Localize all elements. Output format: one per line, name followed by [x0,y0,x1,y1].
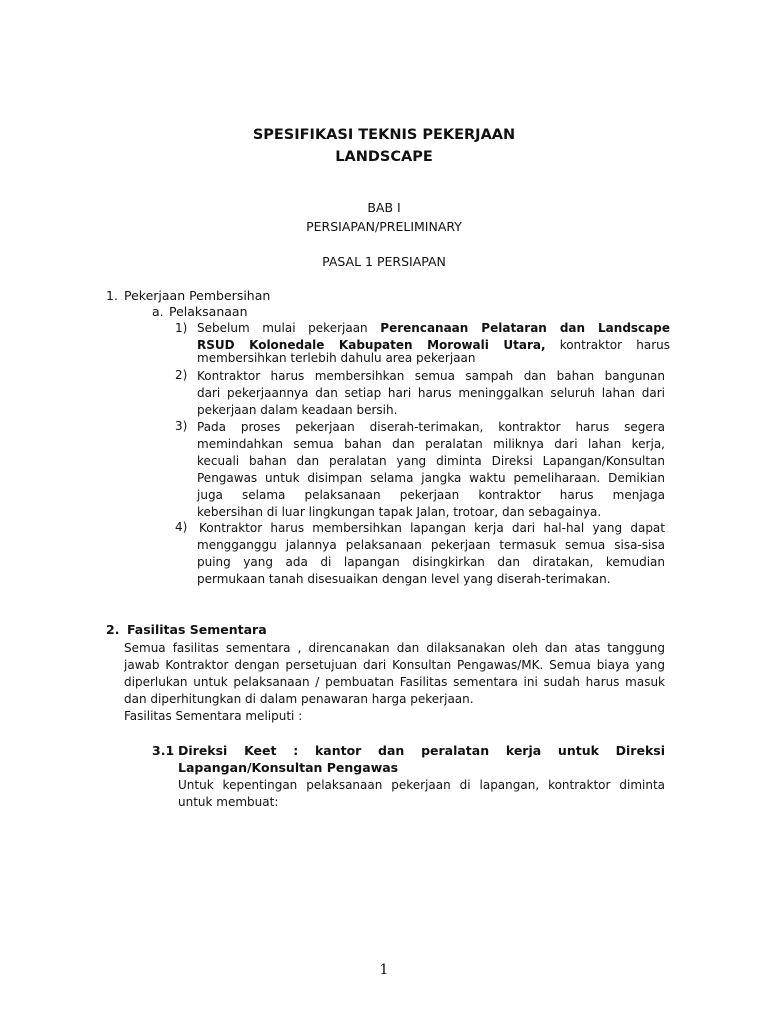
section2-paragraph-line: Semua fasilitas sementara , direncanakan dan dilaksanakan oleh dan atas tanggung [124,641,665,655]
item-line: juga selama pelaksanaan pekerjaan kontraktor harus menjaga [197,488,665,502]
document-title-line2: LANDSCAPE [335,149,433,165]
item-number: 1) [175,321,188,335]
item-number: 4) [175,520,188,534]
item-line: permukaan tanah disesuaikan dengan level yang diserah-terimakan. [197,572,611,586]
item-line: Kontraktor harus membersihkan lapangan kerja dari hal-hal yang dapat [199,521,665,535]
item-line: Kontraktor harus membersihkan semua sampah dan bahan bangunan [197,369,665,383]
page-number: 1 [379,962,389,978]
section2-number: 2. [106,622,120,637]
item1-line2: RSUD Kolonedale Kabupaten Morowali Utara, kontraktor harus [197,338,670,352]
section2-paragraph-line: diperlukan untuk pelaksanaan / pembuatan Fasilitas sementara ini sudah harus masuk [124,675,665,689]
item-line: pekerjaan dalam keadaan bersih. [197,403,398,417]
item1-line1: Sebelum mulai pekerjaan Perencanaan Pelataran dan Landscape [197,321,670,335]
item-line: kecuali bahan dan peralatan yang diminta Direksi Lapangan/Konsultan [197,454,665,468]
item-line: Pada proses pekerjaan diserah-terimakan, kontraktor harus segera [197,420,665,434]
item-number: 2) [175,368,188,382]
subsection-body-line: untuk membuat: [178,795,279,809]
item-line: kebersihan di luar lingkungan tapak Jalan, trotoar, dan sebagainya. [197,505,602,519]
chapter-name: PERSIAPAN/PRELIMINARY [306,219,462,234]
item-line: mengganggu jalannya pelaksanaan pekerjaan termasuk semua sisa-sisa [197,538,665,552]
section2-intro: Fasilitas Sementara meliputi : [124,709,303,723]
subsection-heading-line2: Lapangan/Konsultan Pengawas [178,760,399,775]
item1-line3: membersihkan terlebih dahulu area pekerjaan [197,351,476,365]
item-line: dari pekerjaannya dan setiap hari harus meninggalkan seluruh lahan dari [197,386,665,400]
subsection-number: 3.1 [152,743,175,758]
section2-paragraph-line: dan diperhitungkan di dalam penawaran harga pekerjaan. [124,692,474,706]
subsection-body-line: Untuk kepentingan pelaksanaan pekerjaan di lapangan, kontraktor diminta [178,778,665,792]
document-title-line1: SPESIFIKASI TEKNIS PEKERJAAN [252,127,516,143]
section2-heading: Fasilitas Sementara [127,622,267,637]
subsection-heading-line1: Direksi Keet : kantor dan peralatan kerja untuk Direksi [178,743,665,758]
chapter-label: BAB I [367,200,401,215]
section1-sub-letter: a. [152,304,164,319]
item-line: Pengawas untuk disimpan selama jangka waktu pemeliharaan. Demikian [197,471,665,485]
item-line: puing yang ada di lapangan disingkirkan dan diratakan, kemudian [197,555,665,569]
section2-paragraph-line: jawab Kontraktor dengan persetujuan dari Konsultan Pengawas/MK. Semua biaya yang [124,658,665,672]
section1-heading: Pekerjaan Pembersihan [124,288,271,303]
section1-number: 1. [106,288,118,303]
pasal-heading: PASAL 1 PERSIAPAN [322,254,446,269]
item-line: memindahkan semua bahan dan peralatan miliknya dari lahan kerja, [197,437,665,451]
section1-sub-heading: Pelaksanaan [169,304,248,319]
item-number: 3) [175,419,188,433]
